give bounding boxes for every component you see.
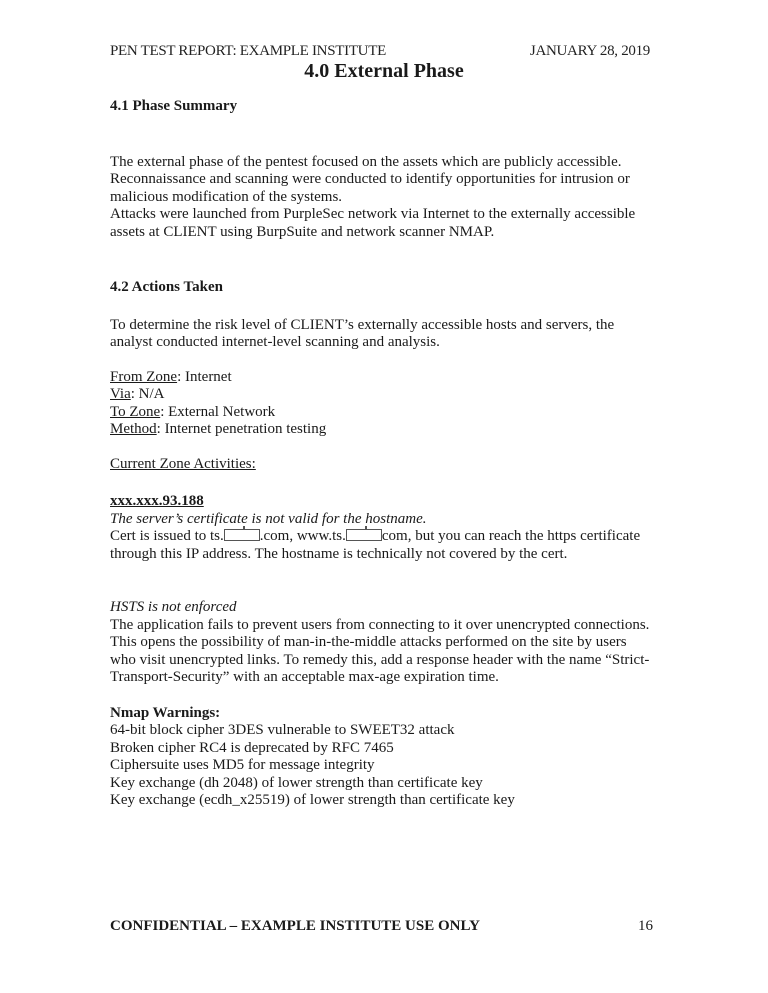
field-label: Method (110, 421, 157, 437)
summary-paragraph-2: Attacks were launched from PurpleSec network via Internet to the externally accessible assets at CLIENT using BurpSuite and network scanner NMAP. (110, 206, 636, 240)
finding-hsts-title: HSTS is not enforced (110, 599, 237, 615)
field-label: From Zone (110, 368, 178, 385)
finding-cert-text-part: Cert is issued to ts. (110, 528, 224, 544)
finding-cert-title: The server’s certificate is not valid for the hostname. (110, 510, 427, 527)
field-label: To Zone (110, 403, 161, 420)
field-value: : N/A (130, 386, 165, 402)
field-value: : Internet (177, 368, 232, 385)
field-method (110, 421, 655, 439)
nmap-warning-item: Key exchange (dh 2048) of lower strength than certificate key (110, 774, 483, 791)
finding-cert-text-part: .com, www.ts. (259, 528, 346, 544)
finding-cert-text (110, 528, 655, 563)
field-via (110, 386, 655, 404)
page-number: 16 (638, 918, 653, 934)
field-value: : External Network (160, 403, 276, 420)
nmap-warnings-heading: Nmap Warnings: (110, 704, 221, 721)
nmap-warning-item: 64-bit block cipher 3DES vulnerable to SWEET32 attack (110, 722, 455, 738)
redacted-domain (224, 529, 260, 541)
page-title: 4.0 External Phase (304, 60, 464, 82)
confidential-notice: CONFIDENTIAL – EXAMPLE INSTITUTE USE ONLY (110, 918, 480, 934)
nmap-warning-item: Ciphersuite uses MD5 for message integrity (110, 757, 375, 773)
page-footer (110, 918, 653, 935)
nmap-warning-item: Key exchange (ecdh_x25519) of lower strength than certificate key (110, 792, 515, 808)
field-label: Via (110, 386, 131, 402)
field-value: : Internet penetration testing (156, 421, 327, 437)
nmap-warnings-list (110, 722, 655, 810)
section-heading-actions-taken: 4.2 Actions Taken (110, 279, 223, 295)
header-report-title: PEN TEST REPORT: EXAMPLE INSTITUTE (110, 43, 386, 59)
current-zone-activities-label: Current Zone Activities: (110, 455, 256, 472)
actions-intro-paragraph: To determine the risk level of CLIENT’s externally accessible hosts and servers, the analyst conducted internet-level scanning and analysis. (110, 316, 615, 350)
document-body (110, 98, 655, 810)
nmap-warning-item: Broken cipher RC4 is deprecated by RFC 7465 (110, 739, 394, 756)
section-heading-phase-summary: 4.1 Phase Summary (110, 98, 238, 114)
summary-paragraph-1: The external phase of the pentest focused on the assets which are publicly accessible. Reconnaissance and scanning were conducted to identify opportunities for intrusion or malicious modification of the systems. (110, 153, 630, 205)
finding-hsts-text: The application fails to prevent users from connecting to it over unencrypted connections. This opens the possibility of man-in-the-middle attacks performed on the site by users who visit unencrypted links. To remedy this, add a response header with the name “Strict-Transport-Security” with an acceptable max-age expiration time. (110, 616, 650, 685)
redacted-domain (346, 529, 382, 541)
field-to-zone (110, 404, 655, 422)
finding-cert-text-part: com, but you can reach the https certificate through this IP address. The hostname is technically not covered by the cert. (110, 528, 641, 562)
field-from-zone (110, 369, 655, 387)
header-date: JANUARY 28, 2019 (529, 43, 650, 59)
zone-fields (110, 369, 655, 439)
host-address: xxx.xxx.93.188 (110, 493, 204, 509)
